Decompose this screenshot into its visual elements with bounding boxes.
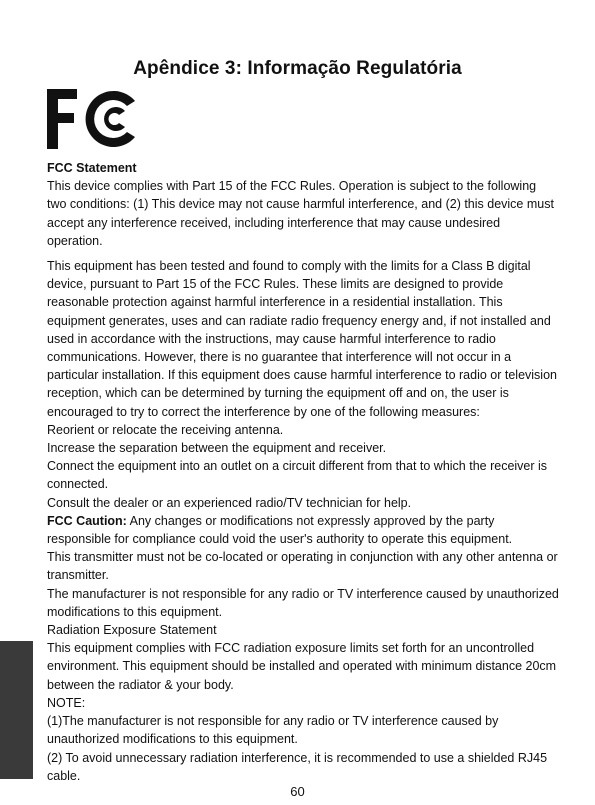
fcc-caution-label: FCC Caution: [47,513,127,528]
note-one: (1)The manufacturer is not responsible for any radio or TV interference caused by unauthorized modifications to this equipment. [47,714,499,747]
radiation-text: This equipment complies with FCC radiation exposure limits set forth for an uncontrolled environment. This equipment should be installed and operated with minimum distance 20cm between the radiator & your body. [47,641,557,692]
side-tab-marker [0,641,33,779]
measure-consult: Consult the dealer or an experienced radio/TV technician for help. [47,495,412,510]
fcc-statement-heading: FCC Statement [47,161,137,175]
measure-reorient: Reorient or relocate the receiving antenna. [47,422,284,437]
page-title: Apêndice 3: Informação Regulatória [133,58,462,79]
measure-separation: Increase the separation between the equipment and receiver. [47,441,387,456]
page-number: 60 [290,784,305,799]
fcc-logo-icon [47,89,137,149]
note-two: (2) To avoid unnecessary radiation interference, it is recommended to use a shielded RJ45 cable. [47,750,548,783]
fcc-caution-text: Any changes or modifications not expressly approved by the party responsible for compliance could void the user's authority to operate this equipment. [47,513,513,547]
manufacturer-statement: The manufacturer is not responsible for any radio or TV interference caused by unauthorized modifications to this equipment. [47,586,559,619]
radiation-heading: Radiation Exposure Statement [47,623,217,638]
paragraph-compliance: This device complies with Part 15 of the FCC Rules. Operation is subject to the following two conditions: (1) This device may not cause harmful interference, and (2) this device must accept any interference received, including interference that may cause undesired operation. [47,179,554,248]
paragraph-class-b: This equipment has been tested and found to comply with the limits for a Class B digital device, pursuant to Part 15 of the FCC Rules. These limits are designed to provide reasonable protection against harmful interference in a residential installation. This equipment generates, uses and can radiate radio frequency energy and, if not installed and used in accordance with the instructions, may cause harmful interference to radio communications. However, there is no guarantee that interference will not occur in a particular installation. If this equipment does cause harmful interference to radio or television reception, which can be determined by turning the equipment off and on, the user is encouraged to try to correct the interference by one of the following measures: [47,259,557,419]
note-label: NOTE: [47,695,86,710]
fcc-caution [47,512,559,548]
measure-outlet: Connect the equipment into an outlet on a circuit different from that to which the receiver is connected. [47,459,548,492]
document-body [47,159,559,785]
transmitter-statement: This transmitter must not be co-located or operating in conjunction with any other antenna or transmitter. [47,550,558,583]
